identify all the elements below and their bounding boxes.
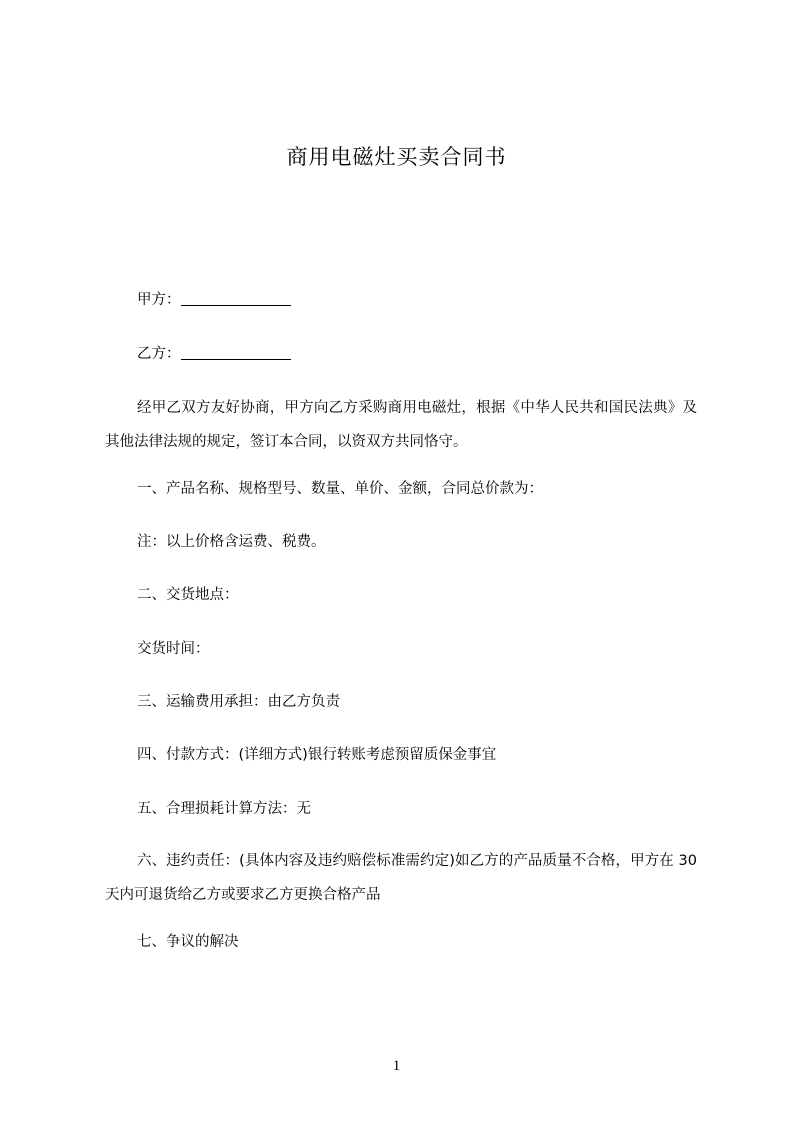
document-title: 商用电磁灶买卖合同书 [286,145,507,169]
clause-5: 五、合理损耗计算方法：无 [137,801,311,817]
clause-7: 七、争议的解决 [137,934,239,950]
party-b-line [105,337,697,371]
delivery-time: 交货时间： [137,641,210,657]
clause-1: 一、产品名称、规格型号、数量、单价、金额，合同总价款为： [137,481,543,497]
party-b-label: 乙方： [137,346,181,362]
party-a-label: 甲方： [137,292,181,308]
clause-4: 四、付款方式：(详细方式)银行转账考虑预留质保金事宜 [137,747,497,763]
page-number: 1 [392,1058,401,1074]
party-a-line [105,283,697,317]
clause-6: 六、违约责任：(具体内容及违约赔偿标准需约定)如乙方的产品质量不合格，甲方在 30 天内可退货给乙方或要求乙方更换合格产品 [105,853,697,903]
intro-paragraph: 经甲乙双方友好协商，甲方向乙方采购商用电磁灶，根据《中华人民共和国民法典》及其他法律法规的规定，签订本合同，以资双方共同恪守。 [105,400,697,450]
clause-2: 二、交货地点： [137,587,239,603]
party-a-blank [181,291,291,306]
clause-3: 三、运输费用承担：由乙方负责 [137,694,340,710]
price-note: 注：以上价格含运费、税费。 [137,534,326,550]
party-b-blank [181,345,291,360]
